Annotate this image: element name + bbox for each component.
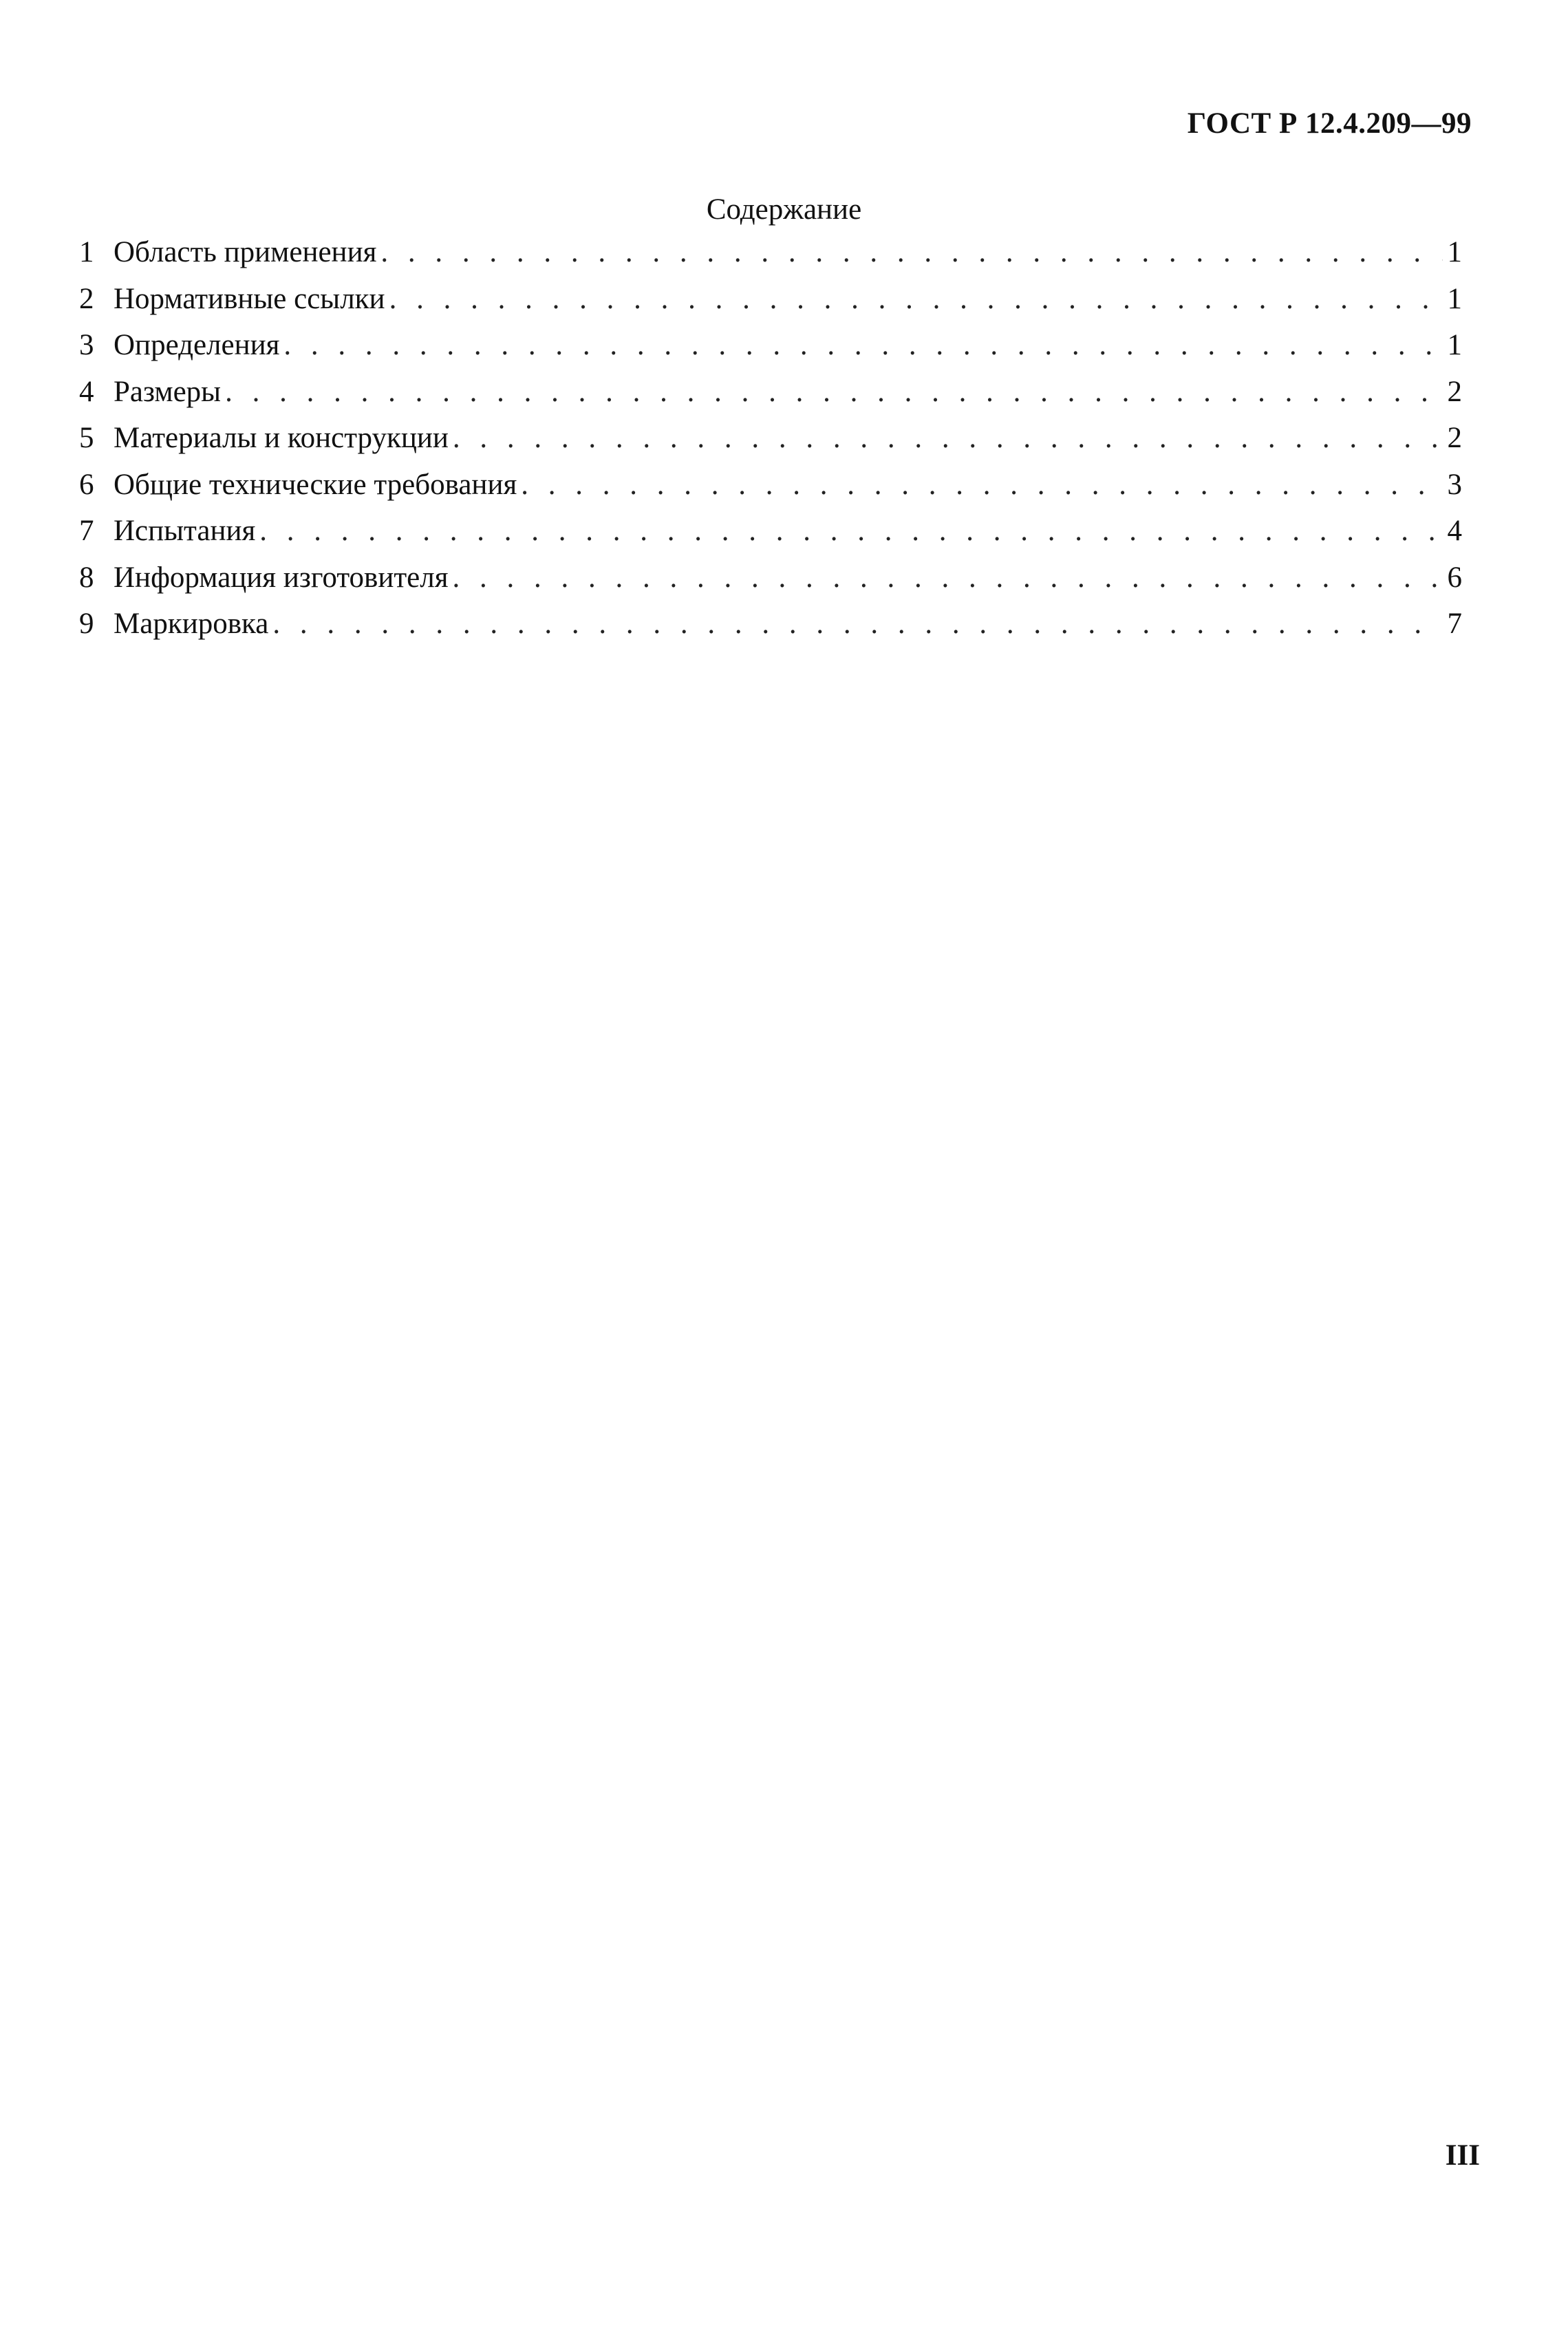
toc-dot-leader — [380, 229, 1443, 276]
document-code: ГОСТ Р 12.4.209—99 — [1187, 107, 1472, 140]
toc-entry-number: 4 — [79, 375, 94, 408]
toc-dot-leader — [272, 601, 1443, 647]
toc-entry-page: 2 — [1447, 375, 1462, 408]
toc-entry-page: 1 — [1447, 282, 1462, 315]
toc-entry-number: 2 — [79, 282, 94, 315]
table-of-contents — [79, 229, 1462, 647]
toc-entry-number: 6 — [79, 468, 94, 501]
toc-entry[interactable] — [79, 322, 1462, 369]
toc-entry-label: Маркировка — [114, 608, 269, 640]
toc-entry-page: 3 — [1447, 468, 1462, 501]
toc-dot-leader — [225, 369, 1443, 416]
toc-dot-leader — [521, 462, 1443, 508]
page-number: III — [1445, 2139, 1480, 2172]
toc-entry-label: Область применения — [114, 236, 377, 268]
toc-entry[interactable] — [79, 369, 1462, 416]
toc-entry-label: Размеры — [114, 375, 222, 408]
toc-entry-number: 7 — [79, 515, 94, 547]
toc-entry-page: 1 — [1447, 329, 1462, 361]
toc-entry-number: 1 — [79, 236, 94, 268]
toc-entry-page: 1 — [1447, 236, 1462, 268]
toc-title: Содержание — [706, 193, 862, 226]
toc-entry[interactable] — [79, 229, 1462, 276]
toc-entry-page: 7 — [1447, 608, 1462, 640]
toc-entry-label: Информация изготовителя — [114, 561, 449, 594]
toc-dot-leader — [452, 555, 1443, 601]
toc-entry-label: Общие технические требования — [114, 468, 517, 501]
toc-entry-label: Определения — [114, 329, 280, 361]
toc-entry[interactable] — [79, 462, 1462, 508]
toc-entry-page: 4 — [1447, 515, 1462, 547]
toc-entry-number: 3 — [79, 329, 94, 361]
toc-dot-leader — [283, 322, 1443, 369]
toc-entry[interactable] — [79, 555, 1462, 601]
toc-dot-leader — [453, 415, 1443, 462]
toc-entry[interactable] — [79, 508, 1462, 555]
toc-entry-label: Нормативные ссылки — [114, 282, 385, 315]
toc-entry-number: 8 — [79, 561, 94, 594]
toc-entry[interactable] — [79, 601, 1462, 647]
toc-entry-page: 6 — [1447, 561, 1462, 594]
toc-entry-page: 2 — [1447, 422, 1462, 454]
toc-entry[interactable] — [79, 276, 1462, 323]
toc-dot-leader — [259, 508, 1443, 555]
toc-dot-leader — [389, 276, 1443, 323]
toc-entry-label: Материалы и конструкции — [114, 422, 449, 454]
toc-entry-number: 5 — [79, 422, 94, 454]
toc-entry-number: 9 — [79, 608, 94, 640]
toc-entry[interactable] — [79, 415, 1462, 462]
toc-entry-label: Испытания — [114, 515, 256, 547]
